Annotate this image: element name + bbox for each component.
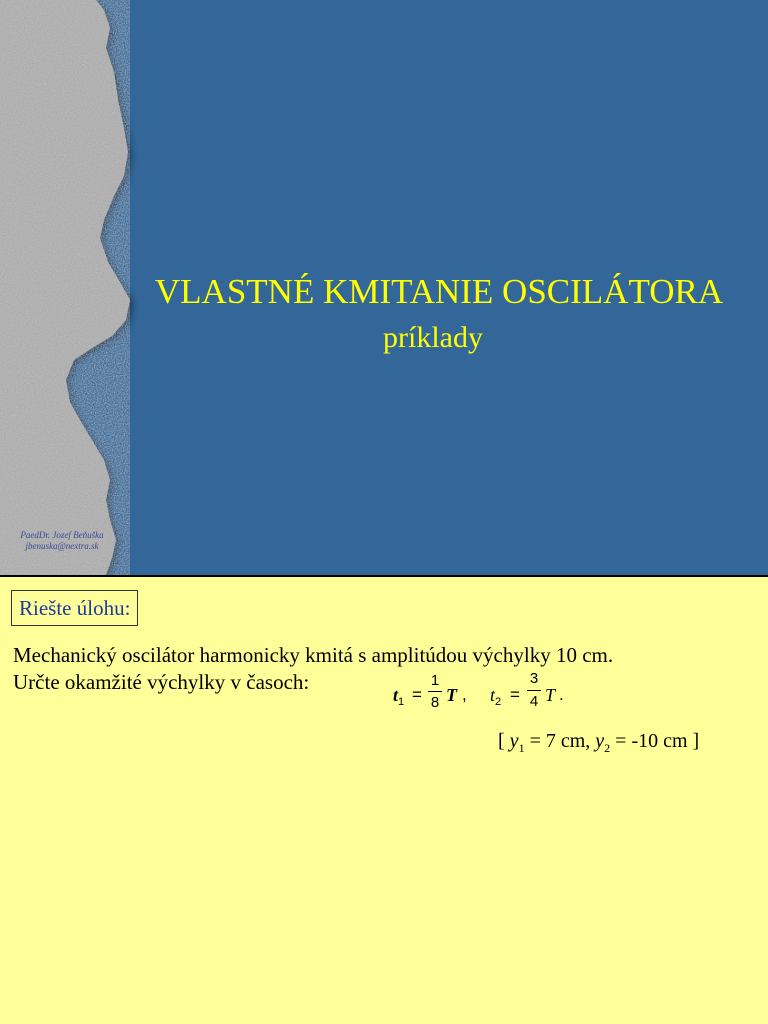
author-credit — [0, 530, 124, 552]
author-name: PaedDr. Jozef Beňuška — [20, 530, 104, 540]
slide-subtitle: príklady — [383, 321, 483, 354]
problem-text-line-1: Mechanický oscilátor harmonicky kmitá s amplitúdou výchylky 10 cm. — [13, 643, 614, 667]
problem-text-line-2: Určte okamžité výchylky v časoch: — [13, 670, 310, 694]
problem-slide: Riešte úlohu: Mechanický oscilátor harmonicky kmitá s amplitúdou výchylky 10 cm. Určte okamžité výchylky v časoch: $t_1$ = 1 8 T , $t_2$ = 3 4 T . [ $y_1 = 7$ cm, $y_2 = -10$ cm ] — [0, 577, 768, 1024]
slide-title: VLASTNÉ KMITANIE OSCILÁTORA — [154, 272, 724, 311]
author-email: jbenuska@nextra.sk — [25, 541, 99, 551]
answer-line: [ $y_1 = 7$ cm, $y_2 = -10$ cm ] — [498, 730, 700, 755]
task-label: Riešte úlohu: — [11, 590, 138, 626]
